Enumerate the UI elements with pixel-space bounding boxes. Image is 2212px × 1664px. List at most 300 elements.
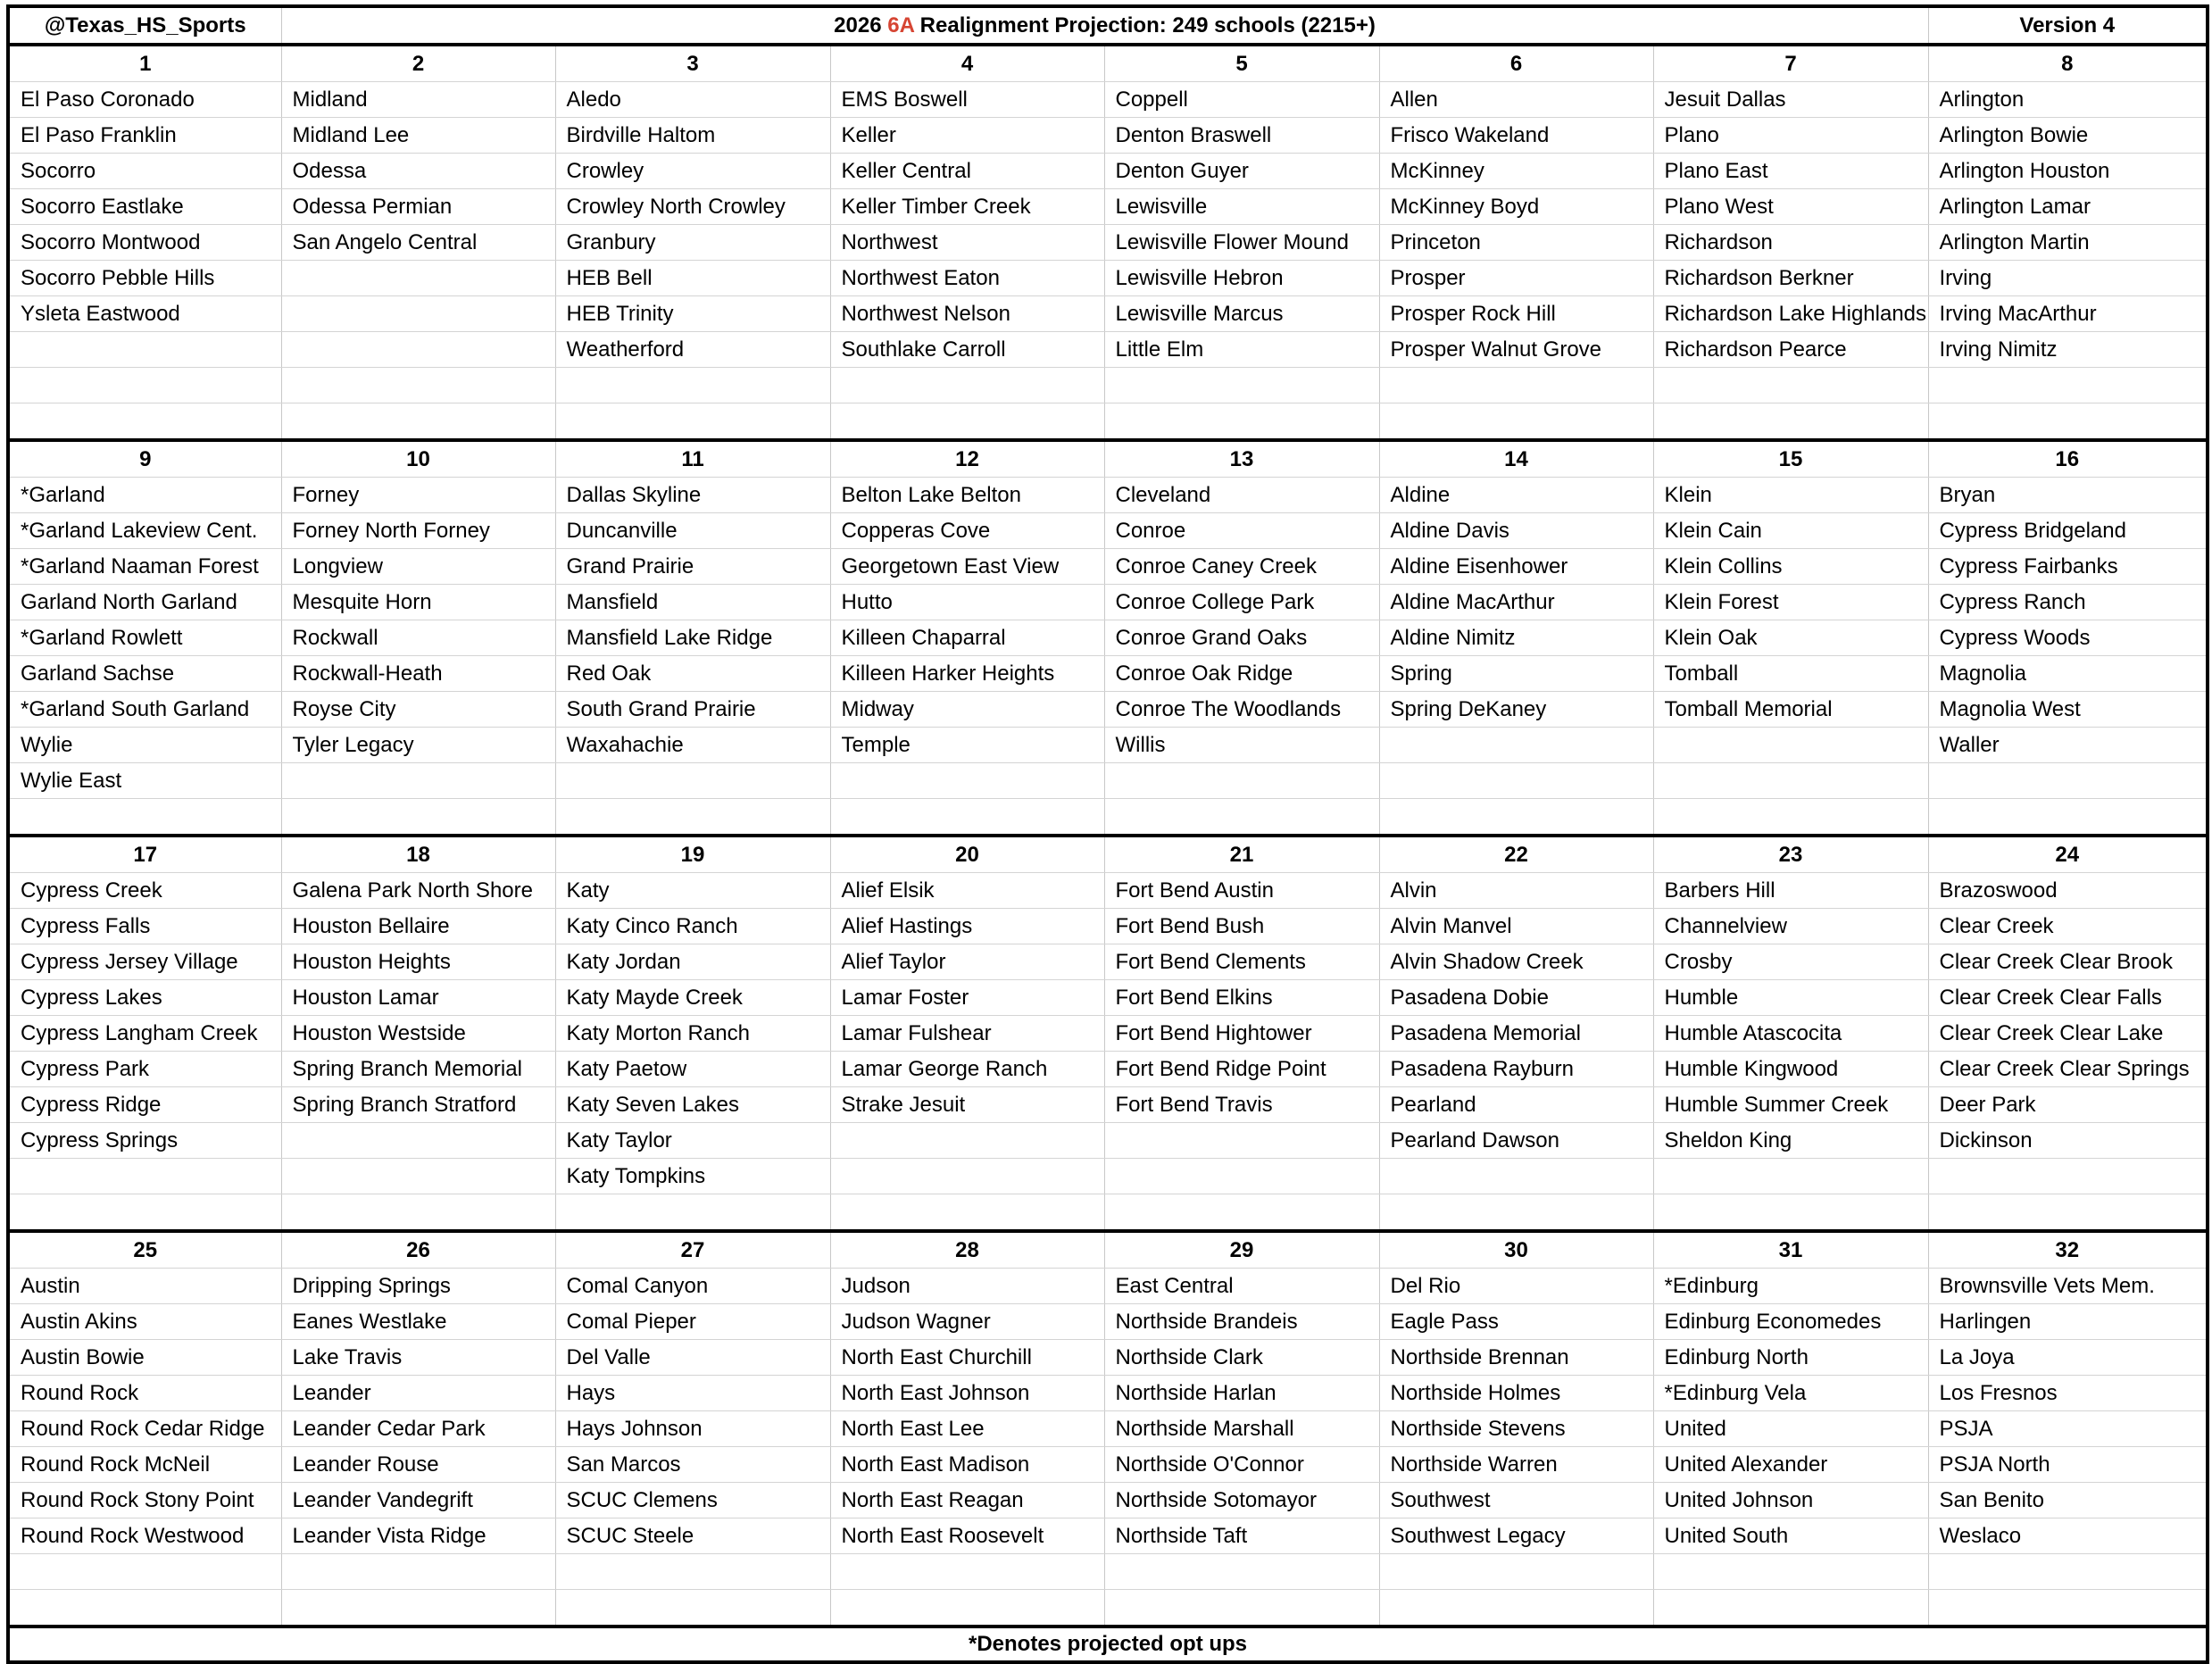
school-cell: Klein [1653,478,1928,513]
school-row [8,1123,2208,1159]
school-cell: Spring [1379,656,1653,692]
school-cell: *Edinburg [1653,1269,1928,1304]
school-cell: Garland Sachse [8,656,281,692]
school-cell: Galena Park North Shore [281,873,555,909]
school-cell: Wylie [8,728,281,763]
district-number: 24 [1928,836,2208,873]
empty-cell [555,1554,830,1590]
district-number: 18 [281,836,555,873]
school-cell: Richardson Pearce [1653,332,1928,368]
school-cell: Plano [1653,118,1928,154]
empty-cell [555,799,830,836]
school-cell: Hays [555,1376,830,1411]
empty-cell [1379,728,1653,763]
school-cell: Longview [281,549,555,585]
school-cell: Fort Bend Austin [1104,873,1379,909]
school-cell: North East Reagan [830,1483,1104,1518]
school-cell: Brazoswood [1928,873,2208,909]
district-number: 3 [555,45,830,82]
district-number-row [8,440,2208,478]
school-cell: Pasadena Dobie [1379,980,1653,1016]
empty-cell [830,763,1104,799]
school-cell: Comal Canyon [555,1269,830,1304]
school-cell: Southlake Carroll [830,332,1104,368]
school-row [8,1304,2208,1340]
school-cell: Leander Cedar Park [281,1411,555,1447]
school-cell: Georgetown East View [830,549,1104,585]
school-cell: Arlington Lamar [1928,189,2208,225]
school-cell: Katy [555,873,830,909]
school-cell: Round Rock [8,1376,281,1411]
school-cell: Arlington Martin [1928,225,2208,261]
page-title [281,6,1928,45]
school-cell: Comal Pieper [555,1304,830,1340]
school-cell: Richardson Berkner [1653,261,1928,296]
school-cell: Pasadena Rayburn [1379,1052,1653,1087]
school-cell: Allen [1379,82,1653,118]
school-cell: Northside Harlan [1104,1376,1379,1411]
school-row [8,368,2208,404]
empty-cell [1928,1159,2208,1194]
school-cell: United Alexander [1653,1447,1928,1483]
school-cell: South Grand Prairie [555,692,830,728]
empty-cell [281,1159,555,1194]
school-cell: Austin Bowie [8,1340,281,1376]
school-cell: Midway [830,692,1104,728]
school-cell: Northside Warren [1379,1447,1653,1483]
district-number-row [8,1231,2208,1269]
footer-row [8,1627,2208,1662]
school-cell: Frisco Wakeland [1379,118,1653,154]
empty-cell [830,1554,1104,1590]
empty-cell [281,261,555,296]
school-cell: Katy Mayde Creek [555,980,830,1016]
district-number: 22 [1379,836,1653,873]
school-row [8,692,2208,728]
school-cell: Round Rock Cedar Ridge [8,1411,281,1447]
school-cell: Southwest Legacy [1379,1518,1653,1554]
school-cell: *Garland Lakeview Cent. [8,513,281,549]
empty-cell [281,296,555,332]
school-cell: Los Fresnos [1928,1376,2208,1411]
school-cell: Midland [281,82,555,118]
school-cell: Arlington Houston [1928,154,2208,189]
empty-cell [1653,1194,1928,1232]
school-cell: Leander Vandegrift [281,1483,555,1518]
district-number: 32 [1928,1231,2208,1269]
district-number: 25 [8,1231,281,1269]
school-cell: Del Valle [555,1340,830,1376]
school-row [8,1483,2208,1518]
empty-cell [830,1123,1104,1159]
school-cell: Katy Seven Lakes [555,1087,830,1123]
empty-cell [1379,368,1653,404]
school-cell: Cypress Ridge [8,1087,281,1123]
school-cell: Denton Braswell [1104,118,1379,154]
school-cell: Aldine [1379,478,1653,513]
school-cell: Rockwall-Heath [281,656,555,692]
empty-cell [8,1159,281,1194]
empty-cell [1104,1554,1379,1590]
school-cell: Austin [8,1269,281,1304]
school-cell: Cypress Bridgeland [1928,513,2208,549]
school-row [8,728,2208,763]
school-cell: McKinney [1379,154,1653,189]
school-cell: Richardson Lake Highlands [1653,296,1928,332]
district-number: 28 [830,1231,1104,1269]
school-row [8,478,2208,513]
empty-cell [1653,368,1928,404]
school-cell: Irving MacArthur [1928,296,2208,332]
empty-cell [1104,1123,1379,1159]
school-cell: Judson Wagner [830,1304,1104,1340]
school-cell: *Garland Naaman Forest [8,549,281,585]
district-number: 10 [281,440,555,478]
school-cell: Richardson [1653,225,1928,261]
district-number: 12 [830,440,1104,478]
school-cell: Tomball Memorial [1653,692,1928,728]
school-cell: Round Rock Stony Point [8,1483,281,1518]
district-number: 14 [1379,440,1653,478]
school-cell: Plano West [1653,189,1928,225]
school-cell: Alief Taylor [830,944,1104,980]
school-row [8,1269,2208,1304]
empty-cell [1379,404,1653,441]
empty-cell [830,1159,1104,1194]
empty-cell [1379,1194,1653,1232]
school-row [8,1590,2208,1627]
empty-cell [830,1590,1104,1627]
empty-cell [281,1123,555,1159]
empty-cell [1653,728,1928,763]
school-cell: Royse City [281,692,555,728]
school-cell: Katy Tompkins [555,1159,830,1194]
empty-cell [281,332,555,368]
school-cell: Keller [830,118,1104,154]
school-cell: Katy Taylor [555,1123,830,1159]
school-cell: El Paso Coronado [8,82,281,118]
district-number: 26 [281,1231,555,1269]
district-number: 23 [1653,836,1928,873]
school-cell: Northside Marshall [1104,1411,1379,1447]
school-cell: Spring DeKaney [1379,692,1653,728]
school-cell: Katy Paetow [555,1052,830,1087]
school-cell: Cypress Lakes [8,980,281,1016]
empty-cell [1104,404,1379,441]
empty-cell [830,368,1104,404]
twitter-handle: @Texas_HS_Sports [8,6,281,45]
school-row [8,944,2208,980]
school-cell: EMS Boswell [830,82,1104,118]
school-cell: Weslaco [1928,1518,2208,1554]
school-cell: *Garland Rowlett [8,620,281,656]
school-cell: Barbers Hill [1653,873,1928,909]
empty-cell [1379,1554,1653,1590]
district-number: 7 [1653,45,1928,82]
school-cell: Weatherford [555,332,830,368]
school-row [8,763,2208,799]
school-cell: Princeton [1379,225,1653,261]
empty-cell [8,1194,281,1232]
school-row [8,1194,2208,1232]
district-number: 15 [1653,440,1928,478]
school-cell: Prosper Walnut Grove [1379,332,1653,368]
school-cell: Judson [830,1269,1104,1304]
school-row [8,1159,2208,1194]
district-number: 16 [1928,440,2208,478]
school-cell: Conroe College Park [1104,585,1379,620]
empty-cell [830,1194,1104,1232]
school-cell: Clear Creek Clear Falls [1928,980,2208,1016]
empty-cell [1104,799,1379,836]
school-cell: *Garland [8,478,281,513]
empty-cell [555,404,830,441]
school-cell: Killeen Harker Heights [830,656,1104,692]
school-cell: Sheldon King [1653,1123,1928,1159]
empty-cell [281,368,555,404]
school-cell: SCUC Clemens [555,1483,830,1518]
school-cell: Forney [281,478,555,513]
school-cell: Leander Vista Ridge [281,1518,555,1554]
school-cell: Cypress Fairbanks [1928,549,2208,585]
empty-cell [1653,404,1928,441]
school-cell: Alief Elsik [830,873,1104,909]
school-row [8,909,2208,944]
school-cell: San Marcos [555,1447,830,1483]
school-cell: Bryan [1928,478,2208,513]
school-row [8,1554,2208,1590]
empty-cell [1379,763,1653,799]
empty-cell [8,332,281,368]
empty-cell [281,763,555,799]
empty-cell [8,1590,281,1627]
school-cell: Odessa Permian [281,189,555,225]
school-cell: Mansfield Lake Ridge [555,620,830,656]
empty-cell [281,1554,555,1590]
school-cell: Lamar Foster [830,980,1104,1016]
district-number: 13 [1104,440,1379,478]
school-cell: Garland North Garland [8,585,281,620]
empty-cell [1104,1159,1379,1194]
school-cell: Alvin Shadow Creek [1379,944,1653,980]
district-number: 9 [8,440,281,478]
school-cell: Socorro [8,154,281,189]
school-cell: Edinburg Economedes [1653,1304,1928,1340]
school-cell: Fort Bend Elkins [1104,980,1379,1016]
empty-cell [555,368,830,404]
school-cell: Round Rock Westwood [8,1518,281,1554]
school-cell: North East Madison [830,1447,1104,1483]
district-number-row [8,836,2208,873]
school-cell: Humble [1653,980,1928,1016]
school-cell: Eagle Pass [1379,1304,1653,1340]
school-cell: Clear Creek Clear Brook [1928,944,2208,980]
school-cell: Spring Branch Memorial [281,1052,555,1087]
district-number: 30 [1379,1231,1653,1269]
school-cell: Waller [1928,728,2208,763]
empty-cell [1104,763,1379,799]
school-cell: Strake Jesuit [830,1087,1104,1123]
school-cell: Irving Nimitz [1928,332,2208,368]
school-cell: HEB Trinity [555,296,830,332]
school-cell: Magnolia [1928,656,2208,692]
school-cell: Northside Clark [1104,1340,1379,1376]
school-cell: Del Rio [1379,1269,1653,1304]
school-row [8,656,2208,692]
school-cell: Cypress Langham Creek [8,1016,281,1052]
school-row [8,549,2208,585]
school-cell: Leander [281,1376,555,1411]
school-cell: Cypress Jersey Village [8,944,281,980]
school-cell: Temple [830,728,1104,763]
school-cell: Clear Creek Clear Springs [1928,1052,2208,1087]
school-cell: Aledo [555,82,830,118]
school-cell: Cypress Springs [8,1123,281,1159]
school-row [8,585,2208,620]
school-cell: Cypress Woods [1928,620,2208,656]
empty-cell [830,404,1104,441]
school-cell: Fort Bend Hightower [1104,1016,1379,1052]
school-cell: Forney North Forney [281,513,555,549]
school-row [8,620,2208,656]
school-cell: Eanes Westlake [281,1304,555,1340]
school-cell: *Edinburg Vela [1653,1376,1928,1411]
school-row [8,1052,2208,1087]
district-number: 27 [555,1231,830,1269]
empty-cell [1653,1590,1928,1627]
school-cell: Conroe Grand Oaks [1104,620,1379,656]
school-cell: North East Johnson [830,1376,1104,1411]
school-cell: Mesquite Horn [281,585,555,620]
school-cell: Cypress Falls [8,909,281,944]
empty-cell [281,799,555,836]
school-cell: Aldine Davis [1379,513,1653,549]
school-cell: Southwest [1379,1483,1653,1518]
school-cell: Lewisville Hebron [1104,261,1379,296]
school-cell: San Benito [1928,1483,2208,1518]
school-cell: Wylie East [8,763,281,799]
version-label: Version 4 [1928,6,2208,45]
school-row [8,799,2208,836]
district-number: 31 [1653,1231,1928,1269]
school-row [8,1340,2208,1376]
school-row [8,1518,2208,1554]
school-cell: Pearland Dawson [1379,1123,1653,1159]
school-cell: Clear Creek Clear Lake [1928,1016,2208,1052]
school-cell: Tomball [1653,656,1928,692]
school-cell: Cypress Ranch [1928,585,2208,620]
empty-cell [1379,1159,1653,1194]
school-cell: Arlington Bowie [1928,118,2208,154]
school-cell: Klein Oak [1653,620,1928,656]
title-suffix: Realignment Projection: 249 schools (2215+) [914,13,1376,37]
empty-cell [281,404,555,441]
school-cell: El Paso Franklin [8,118,281,154]
school-cell: Humble Kingwood [1653,1052,1928,1087]
empty-cell [8,404,281,441]
school-cell: Northside O'Connor [1104,1447,1379,1483]
school-cell: Cleveland [1104,478,1379,513]
school-cell: Crowley North Crowley [555,189,830,225]
school-cell: Northside Taft [1104,1518,1379,1554]
district-number: 21 [1104,836,1379,873]
header-row [8,6,2208,45]
school-cell: Pearland [1379,1087,1653,1123]
school-cell: Keller Timber Creek [830,189,1104,225]
empty-cell [8,1554,281,1590]
district-number-row [8,45,2208,82]
school-cell: PSJA [1928,1411,2208,1447]
school-cell: Keller Central [830,154,1104,189]
school-cell: Hays Johnson [555,1411,830,1447]
district-number: 6 [1379,45,1653,82]
school-cell: Dallas Skyline [555,478,830,513]
district-number: 11 [555,440,830,478]
school-row [8,980,2208,1016]
school-cell: Crosby [1653,944,1928,980]
empty-cell [281,1194,555,1232]
school-row [8,1411,2208,1447]
school-cell: Duncanville [555,513,830,549]
school-cell: Waxahachie [555,728,830,763]
school-cell: Socorro Montwood [8,225,281,261]
school-cell: Socorro Eastlake [8,189,281,225]
school-row [8,513,2208,549]
school-cell: Birdville Haltom [555,118,830,154]
empty-cell [1653,763,1928,799]
school-cell: Lewisville Marcus [1104,296,1379,332]
school-row [8,118,2208,154]
district-number: 29 [1104,1231,1379,1269]
school-cell: Aldine MacArthur [1379,585,1653,620]
empty-cell [1653,1159,1928,1194]
school-cell: Prosper [1379,261,1653,296]
school-row [8,873,2208,909]
school-cell: Channelview [1653,909,1928,944]
empty-cell [830,799,1104,836]
school-cell: Little Elm [1104,332,1379,368]
school-cell: Lewisville Flower Mound [1104,225,1379,261]
empty-cell [1928,404,2208,441]
school-cell: Grand Prairie [555,549,830,585]
school-row [8,296,2208,332]
empty-cell [1928,1590,2208,1627]
school-cell: Houston Westside [281,1016,555,1052]
school-cell: Brownsville Vets Mem. [1928,1269,2208,1304]
school-cell: Harlingen [1928,1304,2208,1340]
school-cell: Katy Morton Ranch [555,1016,830,1052]
school-cell: Irving [1928,261,2208,296]
school-cell: Jesuit Dallas [1653,82,1928,118]
school-row [8,261,2208,296]
school-cell: Tyler Legacy [281,728,555,763]
school-cell: Northside Holmes [1379,1376,1653,1411]
school-cell: Northside Brandeis [1104,1304,1379,1340]
district-number: 8 [1928,45,2208,82]
empty-cell [555,1194,830,1232]
school-cell: Katy Jordan [555,944,830,980]
school-cell: United [1653,1411,1928,1447]
school-cell: Plano East [1653,154,1928,189]
school-cell: Humble Atascocita [1653,1016,1928,1052]
school-row [8,1087,2208,1123]
school-row [8,1447,2208,1483]
school-cell: La Joya [1928,1340,2208,1376]
school-cell: Edinburg North [1653,1340,1928,1376]
empty-cell [1928,1194,2208,1232]
school-cell: Belton Lake Belton [830,478,1104,513]
school-cell: Crowley [555,154,830,189]
